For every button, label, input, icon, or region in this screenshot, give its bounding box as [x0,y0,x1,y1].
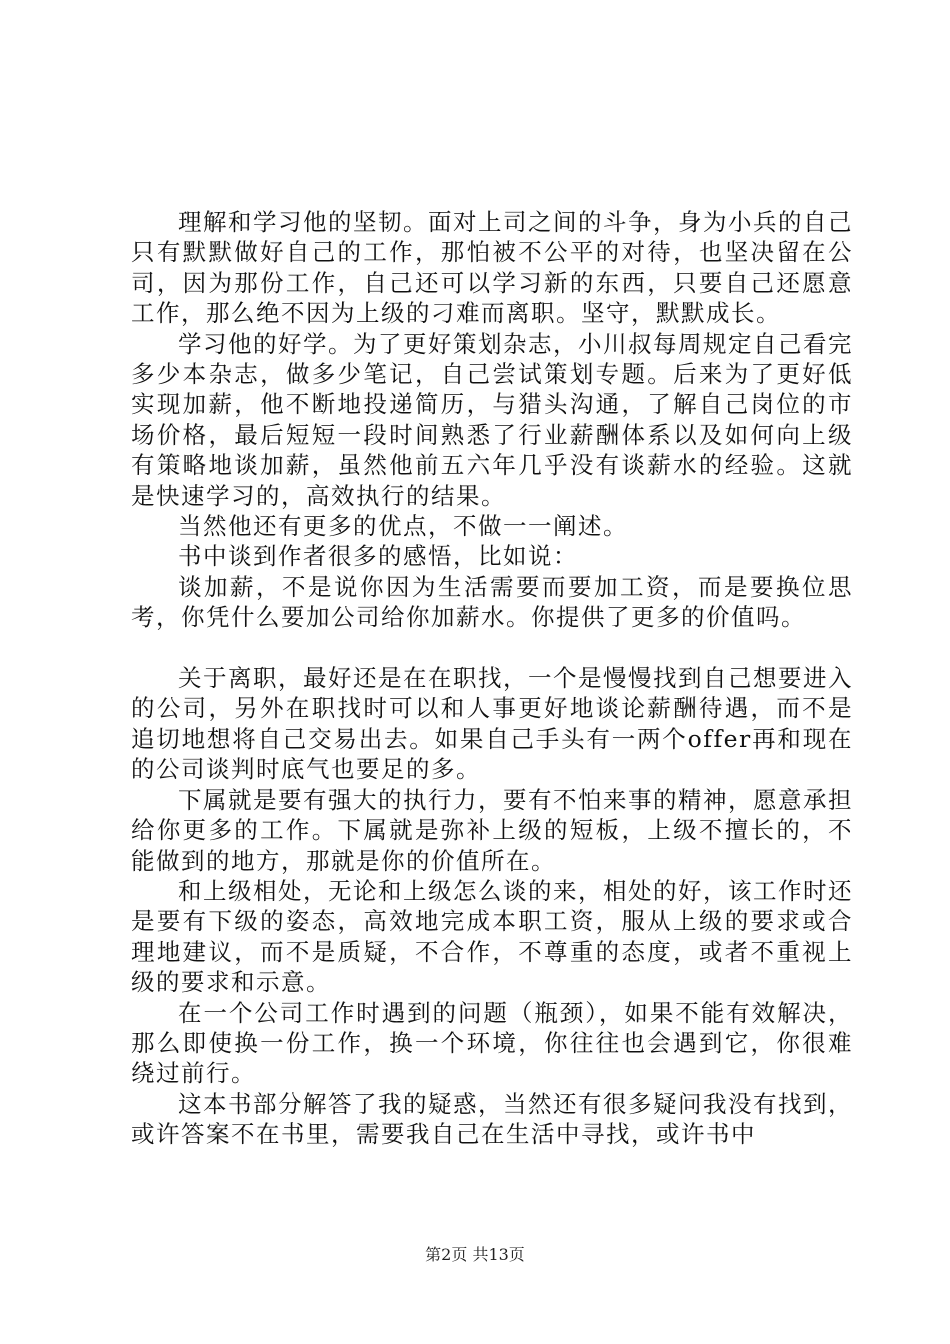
paragraph-bottleneck: 在一个公司工作时遇到的问题（瓶颈），如果不能有效解决，那么即使换一份工作，换一个环境，你往往也会遇到它，你很难绕过前行。 [131,998,853,1088]
paragraph-raise-talk: 谈加薪，不是说你因为生活需要而要加工资，而是要换位思考，你凭什么要加公司给你加薪水。你提供了更多的价值吗。 [131,572,853,632]
paragraph-resignation: 关于离职，最好还是在在职找，一个是慢慢找到自己想要进入的公司，另外在职找时可以和人事更好地谈论薪酬待遇，而不是追切地想将自己交易出去。如果自己手头有一两个offer再和现在的公司谈判时底气也要足的多。 [131,664,853,784]
paragraph-eager-learning: 学习他的好学。为了更好策划杂志，小川叔每周规定自己看完多少本杂志，做多少笔记，自己尝试策划专题。后来为了更好低实现加薪，他不断地投递简历，与猎头沟通，了解自己岗位的市场价格，最后短短一段时间熟悉了行业薪酬体系以及如何向上级有策略地谈加薪，虽然他前五六年几乎没有谈薪水的经验。这就是快速学习的，高效执行的结果。 [131,329,853,510]
paragraph-insights-intro: 书中谈到作者很多的感悟，比如说： [178,542,578,571]
paragraph-book-answers: 这本书部分解答了我的疑惑，当然还有很多疑问我没有找到，或许答案不在书里，需要我自己在生活中寻找，或许书中 [131,1089,853,1149]
paragraph-perseverance: 理解和学习他的坚韧。面对上司之间的斗争，身为小兵的自己只有默默做好自己的工作，那怕被不公平的对待，也坚决留在公司，因为那份工作，自己还可以学习新的东西，只要自己还愿意工作，那么绝不因为上级的刁难而离职。坚守，默默成长。 [131,208,853,328]
page-number-footer: 第2页 共13页 [425,1245,525,1264]
paragraph-subordinate: 下属就是要有强大的执行力，要有不怕来事的精神，愿意承担给你更多的工作。下属就是弥补上级的短板，上级不擅长的，不能做到的地方，那就是你的价值所在。 [131,785,853,875]
paragraph-get-along-superior: 和上级相处，无论和上级怎么谈的来，相处的好，该工作时还是要有下级的姿态，高效地完成本职工资，服从上级的要求或合理地建议，而不是质疑，不合作，不尊重的态度，或者不重视上级的要求和示意。 [131,876,853,997]
paragraph-more-merits: 当然他还有更多的优点，不做一一阐述。 [178,512,628,541]
document-body [131,207,853,1150]
